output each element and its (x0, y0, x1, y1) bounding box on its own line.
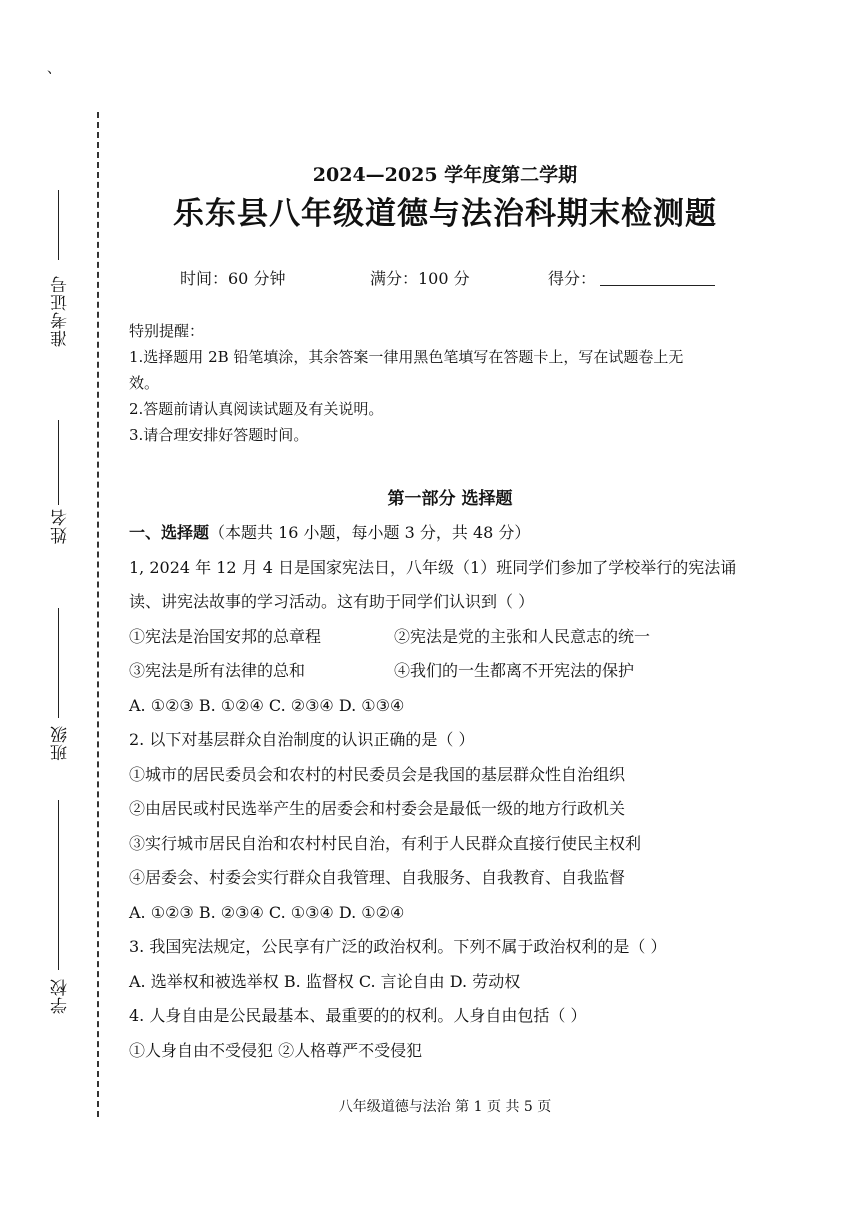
q1-option: ①宪法是治国安邦的总章程 (129, 626, 322, 646)
score-blank (600, 271, 715, 286)
name-label: 姓名 (51, 508, 71, 544)
q2-stem: 2. 以下对基层群众自治制度的认识正确的是（ ） (129, 730, 475, 749)
score-label: 得分： (548, 269, 597, 288)
page-footer: 八年级道德与法治 第 1 页 共 5 页 (338, 1099, 552, 1115)
q1-answers: A. ①②③ B. ①②④ C. ②③④ D. ①③④ (129, 695, 405, 715)
questions-block (129, 516, 809, 1068)
notice-heading: 特别提醒： (129, 322, 205, 340)
q3-stem: 3. 我国宪法规定，公民享有广泛的政治权利。下列不属于政治权利的是（ ） (129, 937, 667, 956)
class-label: 班级 (51, 725, 71, 761)
exam-time: 时间：60 分钟 (180, 269, 286, 288)
q4-options: ①人身自由不受侵犯 ②人格尊严不受侵犯 (129, 1040, 423, 1060)
binding-dashed-line (97, 112, 99, 1117)
notice-block (129, 318, 809, 448)
part-heading (129, 516, 809, 551)
exam-number-label: 准考证号 (51, 275, 71, 347)
notice-item: 效。 (129, 374, 160, 392)
q4-stem: 4. 人身自由是公民最基本、最重要的的权利。人身自由包括（ ） (129, 1006, 587, 1025)
q1-stem-line2: 读、讲宪法故事的学习活动。这有助于同学们认识到（ ） (129, 592, 535, 611)
q3-answers: A. 选举权和被选举权 B. 监督权 C. 言论自由 D. 劳动权 (129, 971, 521, 991)
score-field (548, 266, 715, 289)
notice-item: 1.选择题用 2B 铅笔填涂，其余答案一律用黑色笔填写在答题卡上，写在试题卷上无 (129, 348, 684, 366)
notice-item: 3.请合理安排好答题时间。 (129, 426, 309, 444)
full-score: 满分：100 分 (370, 269, 470, 288)
q1-option: ④我们的一生都离不开宪法的保护 (394, 661, 635, 680)
section-title: 第一部分 选择题 (387, 489, 513, 509)
notice-item: 2.答题前请认真阅读试题及有关说明。 (129, 400, 384, 418)
q2-statement: ③实行城市居民自治和农村村民自治，有利于人民群众直接行使民主权利 (129, 833, 642, 853)
school-label: 学校 (51, 978, 71, 1014)
q1-stem-line1: 1, 2024 年 12 月 4 日是国家宪法日，八年级（1）班同学们参加了学校举行的宪法诵 (129, 557, 737, 577)
q2-statement: ④居委会、村委会实行群众自我管理、自我服务、自我教育、自我监督 (129, 868, 626, 887)
part-heading-bold: 一、选择题 (129, 523, 210, 542)
q2-statement: ①城市的居民委员会和农村的村民委员会是我国的基层群众性自治组织 (129, 764, 626, 784)
q1-option: ③宪法是所有法律的总和 (129, 661, 306, 680)
school-line (58, 800, 59, 970)
q2-statement: ②由居民或村民选举产生的居委会和村委会是最低一级的地方行政机关 (129, 799, 626, 818)
class-line (58, 608, 59, 718)
q1-options-row2 (129, 654, 809, 689)
exam-title: 乐东县八年级道德与法治科期末检测题 (173, 196, 717, 232)
school-year: 2024—2025 学年度第二学期 (312, 164, 578, 186)
q2-answers: A. ①②③ B. ②③④ C. ①③④ D. ①②④ (129, 902, 405, 922)
q1-options-row1 (129, 620, 809, 655)
q1-option: ②宪法是党的主张和人民意志的统一 (394, 626, 651, 646)
corner-mark: 、 (47, 61, 61, 77)
part-heading-rest: （本题共 16 小题，每小题 3 分，共 48 分） (209, 523, 531, 542)
